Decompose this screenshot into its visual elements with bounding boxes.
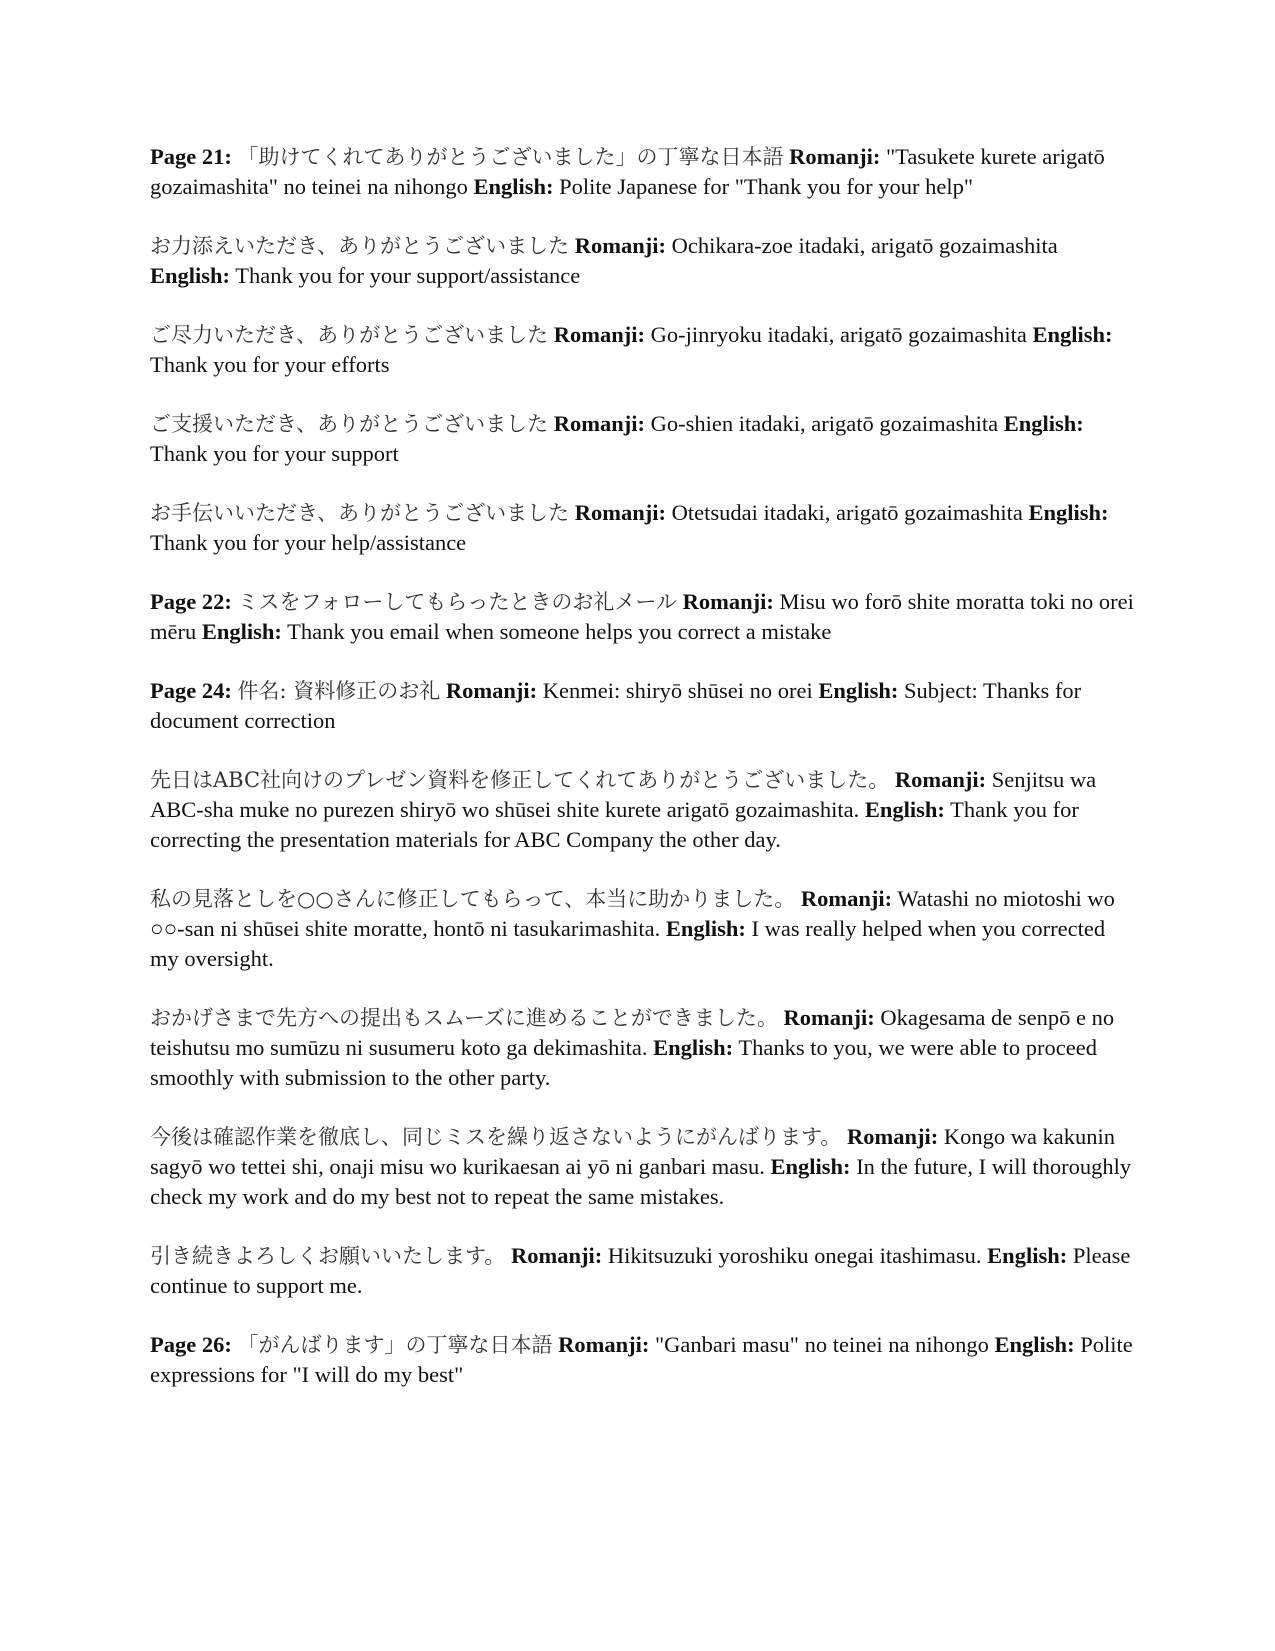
- english-label: English:: [201, 619, 282, 644]
- entry-paragraph: [150, 409, 1135, 469]
- romanji-label: Romanji:: [445, 678, 538, 703]
- english-label: English:: [1032, 322, 1113, 347]
- japanese-text: 今後は確認作業を徹底し、同じミスを繰り返さないようにがんばります。: [150, 1125, 842, 1149]
- english-label: English:: [665, 916, 746, 941]
- english-label: English:: [987, 1243, 1068, 1268]
- romanji-label: Romanji:: [574, 233, 667, 258]
- entry-paragraph: [150, 765, 1135, 855]
- english-text: Subject: Thanks for document correction: [150, 678, 1082, 733]
- english-text: I was really helped when you corrected my oversight.: [150, 916, 1106, 971]
- entry-paragraph: [150, 1122, 1135, 1212]
- romanji-text: Go-shien itadaki, arigatō gozaimashita: [650, 411, 999, 436]
- romanji-text: "Ganbari masu" no teinei na nihongo: [654, 1332, 989, 1357]
- entry-paragraph: [150, 498, 1135, 558]
- romanji-text: Otetsudai itadaki, arigatō gozaimashita: [671, 500, 1023, 525]
- romanji-text: Ochikara-zoe itadaki, arigatō gozaimashita: [671, 233, 1058, 258]
- japanese-text: お手伝いいただき、ありがとうございました: [150, 501, 570, 525]
- romanji-label: Romanji:: [783, 1005, 875, 1030]
- english-text: Polite Japanese for "Thank you for your help": [559, 174, 974, 199]
- entry-paragraph: [150, 1241, 1135, 1301]
- romanji-text: Hikitsuzuki yoroshiku onegai itashimasu.: [607, 1243, 982, 1268]
- romanji-label: Romanji:: [558, 1332, 650, 1357]
- japanese-text: 「がんばります」の丁寧な日本語: [237, 1333, 553, 1357]
- romanji-label: Romanji:: [682, 589, 774, 614]
- english-text: Thank you for your help/assistance: [150, 530, 467, 555]
- entry-paragraph: [150, 320, 1135, 380]
- english-text: Thank you for your efforts: [150, 352, 390, 377]
- english-label: English:: [864, 797, 945, 822]
- english-label: English:: [818, 678, 899, 703]
- japanese-text: 件名: 資料修正のお礼: [237, 679, 441, 703]
- english-text: Thank you for correcting the presentation materials for ABC Company the other day.: [150, 797, 1079, 852]
- english-text: Please continue to support me.: [150, 1243, 1131, 1298]
- romanji-text: "Tasukete kurete arigatō gozaimashita" no teinei na nihongo: [150, 144, 1105, 199]
- romanji-text: Misu wo forō shite moratta toki no orei mēru: [150, 589, 1134, 644]
- entry-paragraph: [150, 884, 1135, 974]
- english-label: English:: [994, 1332, 1075, 1357]
- page-label: Page 24:: [150, 678, 232, 703]
- page-label: Page 22:: [150, 589, 232, 614]
- japanese-text: 先日はABC社向けのプレゼン資料を修正してくれてありがとうございました。: [150, 768, 890, 792]
- page-label: Page 26:: [150, 1332, 232, 1357]
- romanji-label: Romanji:: [574, 500, 667, 525]
- japanese-text: 私の見落としを○○さんに修正してもらって、本当に助かりました。: [150, 887, 796, 911]
- japanese-text: ご支援いただき、ありがとうございました: [150, 412, 549, 436]
- english-label: English:: [150, 263, 231, 288]
- japanese-text: おかげさまで先方への提出もスムーズに進めることができました。: [150, 1006, 778, 1030]
- english-text: Thank you email when someone helps you correct a mistake: [287, 619, 832, 644]
- entry-paragraph: [150, 231, 1135, 291]
- entry-list: [150, 142, 1135, 1390]
- romanji-label: Romanji:: [553, 322, 646, 347]
- japanese-text: ご尽力いただき、ありがとうございました: [150, 323, 549, 347]
- romanji-text: Kenmei: shiryō shūsei no orei: [542, 678, 813, 703]
- romanji-label: Romanji:: [510, 1243, 603, 1268]
- document-page: [150, 142, 1135, 1419]
- romanji-label: Romanji:: [800, 886, 893, 911]
- entry-paragraph: [150, 587, 1135, 647]
- entry-paragraph: [150, 676, 1135, 736]
- english-text: In the future, I will thoroughly check my work and do my best not to repeat the same mistakes.: [150, 1154, 1132, 1209]
- english-text: Polite expressions for "I will do my best": [150, 1332, 1133, 1387]
- japanese-text: ミスをフォローしてもらったときのお礼メール: [237, 590, 678, 614]
- romanji-text: Watashi no miotoshi wo ○○-san ni shūsei shite moratte, hontō ni tasukarimashita.: [150, 886, 1115, 941]
- romanji-label: Romanji:: [553, 411, 646, 436]
- english-text: Thank you for your support: [150, 441, 399, 466]
- english-text: Thank you for your support/assistance: [235, 263, 581, 288]
- japanese-text: 引き続きよろしくお願いいたします。: [150, 1244, 506, 1268]
- romanji-label: Romanji:: [894, 767, 987, 792]
- entry-paragraph: [150, 142, 1135, 202]
- entry-paragraph: [150, 1330, 1135, 1390]
- english-label: English:: [473, 174, 554, 199]
- english-label: English:: [1003, 411, 1084, 436]
- romanji-label: Romanji:: [789, 144, 881, 169]
- romanji-label: Romanji:: [846, 1124, 939, 1149]
- romanji-text: Senjitsu wa ABC-sha muke no purezen shiryō wo shūsei shite kurete arigatō gozaimashita.: [150, 767, 1097, 822]
- entry-paragraph: [150, 1003, 1135, 1093]
- romanji-text: Okagesama de senpō e no teishutsu mo sumūzu ni susumeru koto ga dekimashita.: [150, 1005, 1115, 1060]
- english-label: English:: [1028, 500, 1109, 525]
- romanji-text: Go-jinryoku itadaki, arigatō gozaimashita: [650, 322, 1027, 347]
- page-label: Page 21:: [150, 144, 232, 169]
- romanji-text: Kongo wa kakunin sagyō wo tettei shi, onaji misu wo kurikaesan ai yō ni ganbari masu.: [150, 1124, 1116, 1179]
- japanese-text: お力添えいただき、ありがとうございました: [150, 234, 570, 258]
- japanese-text: 「助けてくれてありがとうございました」の丁寧な日本語: [237, 145, 784, 169]
- english-text: Thanks to you, we were able to proceed smoothly with submission to the other party.: [150, 1035, 1097, 1090]
- english-label: English:: [770, 1154, 851, 1179]
- english-label: English:: [653, 1035, 734, 1060]
